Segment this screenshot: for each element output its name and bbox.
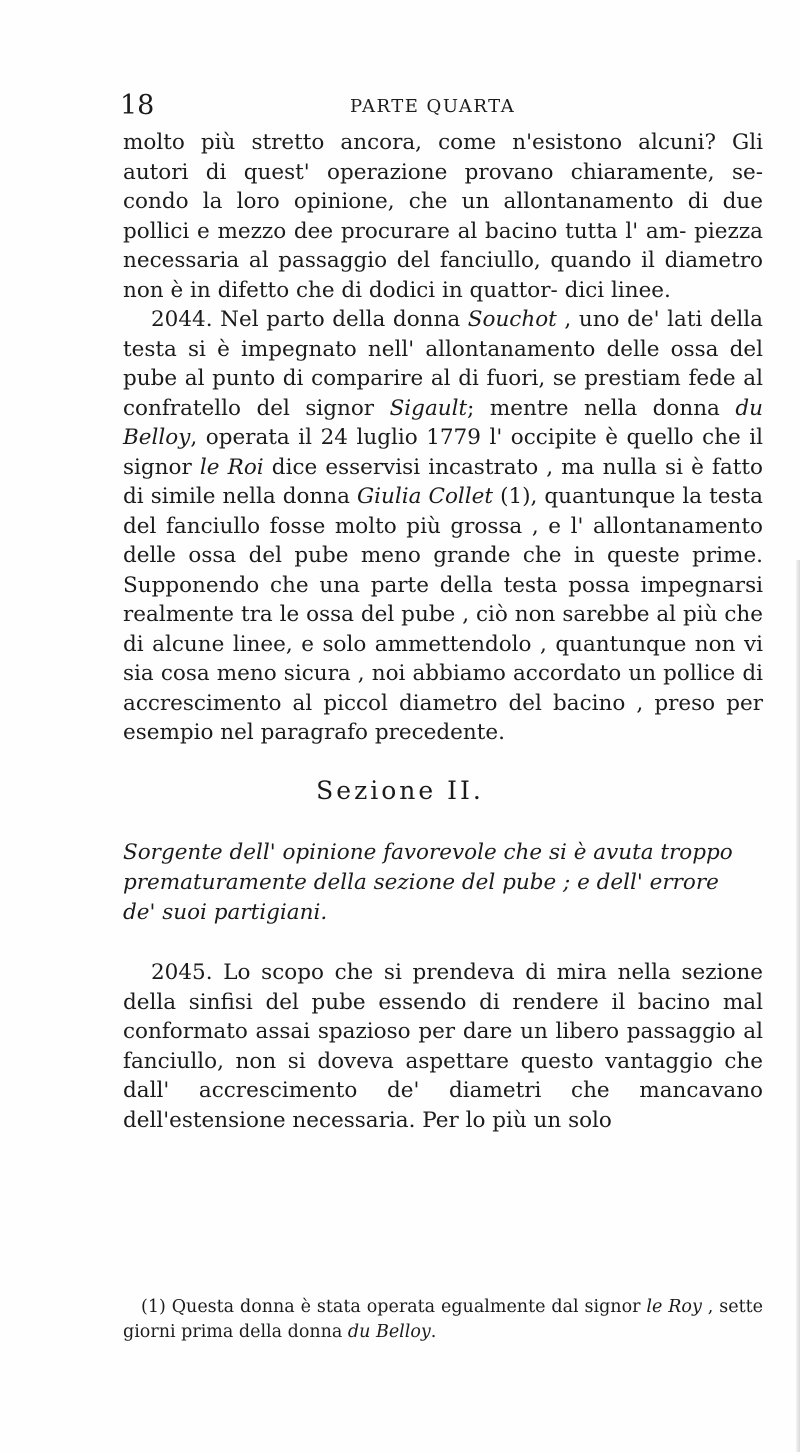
text-run: . [430, 1322, 437, 1342]
text-line: molto più stretto ancora, come n'esistono alcuni? Gli [123, 130, 763, 155]
text-line: dici linee. [564, 277, 671, 303]
text-line: autori di quest' operazione provano chiaramente, se- [123, 159, 763, 185]
text-run: ; mentre nella donna [467, 395, 736, 421]
proper-name: Giulia Collet [356, 484, 494, 509]
text-line: pollici e mezzo dee procurare al bacino tutta l' am- [123, 218, 687, 244]
page-edge-shadow [796, 560, 800, 1452]
page-header [120, 90, 720, 120]
proper-name: Souchot [467, 307, 557, 332]
proper-name: du Belloy [347, 1322, 431, 1342]
text-run: (1), quantunque la testa del fanciullo fosse molto più grossa , e l' allontanamento delle ossa del pube meno grande che in queste prime. Supponendo che una parte della testa possa impegnarsi realmente tra le ossa del pube , ciò non sarebbe al più che di alcune linee, e solo ammettendolo , quantunque non vi sia cosa meno sicura , noi abbiamo accordato un pollice di accrescimento al piccol diametro del bacino , preso per esempio nel paragrafo precedente. [123, 484, 763, 745]
text-run: 2044. Nel parto della donna [151, 307, 468, 332]
footnote [123, 1295, 763, 1345]
section-subtitle: Sorgente dell' opinione favorevole che si è avuta troppo prematuramente della sezione del pube ; e dell' errore de' suoi partigiani. [123, 840, 733, 925]
text-run: , operata il 24 luglio 1779 l' occipite è quello che il signor [123, 425, 763, 480]
body-text-top [123, 128, 763, 748]
text-line: piezza necessaria al passaggio del fanciullo, quando [123, 218, 763, 273]
proper-name: du Belloy [123, 395, 763, 450]
page-number: 18 [120, 90, 155, 121]
text-run: , sette giorni prima della donna [123, 1297, 763, 1342]
paragraph-2045: 2045. Lo scopo che si prendeva di mira nella sezione della sinfisi del pube essendo di rendere il bacino mal conformato assai spazioso per dare un libero passaggio al fanciullo, non si doveva aspettare questo vantaggio che dall' accrescimento de' diametri che mancavano dell'estensione necessaria. Per lo più un solo [123, 960, 763, 1133]
continued-paragraph [123, 128, 763, 305]
text-run: dice esservisi incastrato , ma nulla si è fatto di simile nella donna [123, 454, 763, 509]
proper-name: le Roy [646, 1297, 702, 1317]
proper-name: Sigault [389, 395, 468, 421]
running-title: PARTE QUARTA [350, 96, 516, 117]
paragraph-2044 [123, 305, 763, 748]
text-run: , uno de' lati della testa si è impegnato nell' allontanamento delle ossa del pube al punto di comparire al di fuori, se prestiam fede al confratello del signor [123, 307, 764, 421]
text-run: (1) Questa donna è stata operata egualmente dal signor [141, 1297, 647, 1317]
proper-name: le Roi [199, 454, 264, 480]
text-line: il diametro non è in difetto che di dodici in quattor- [123, 248, 763, 303]
section-heading: Sezione II. [316, 776, 484, 805]
footnote-text [123, 1295, 763, 1345]
text-line: condo la loro opinione, che un allontanamento di due [123, 189, 763, 214]
body-text-bottom [123, 958, 763, 1135]
